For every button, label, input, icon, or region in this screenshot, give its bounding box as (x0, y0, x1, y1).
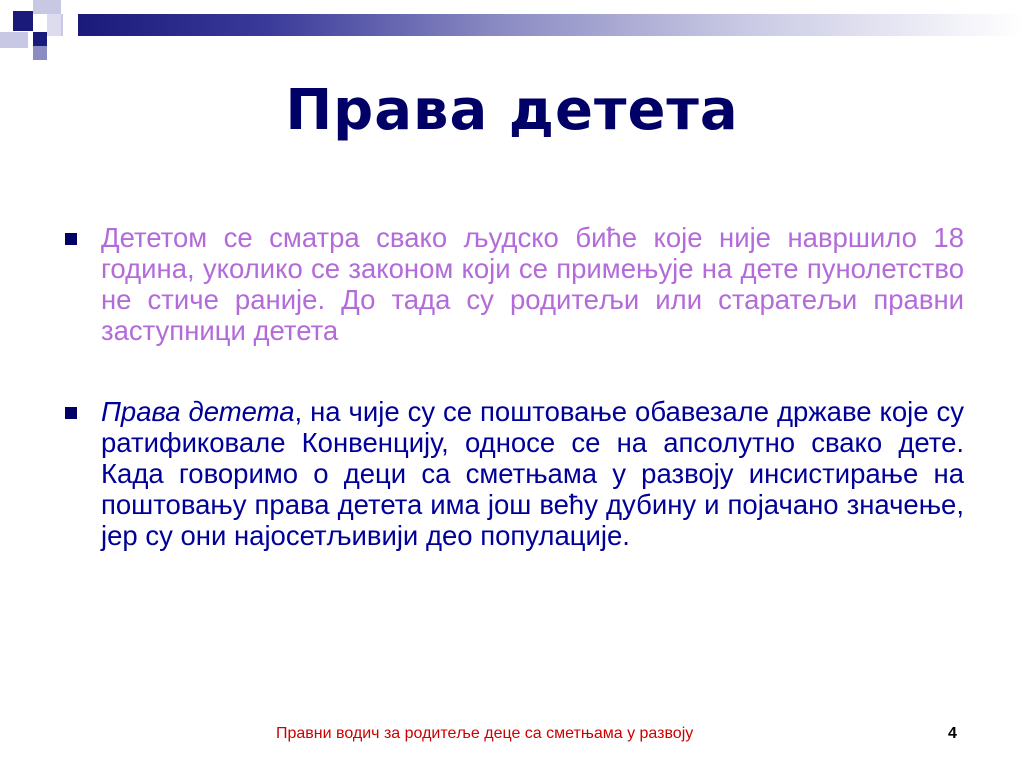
slide-title: Права детета (285, 78, 739, 143)
deco-square (33, 46, 47, 60)
deco-square (47, 14, 61, 36)
deco-square (13, 11, 33, 31)
bullet-text: , на чије су се поштовање обавезале државе које су ратификовале Конвенцију, односе се на апсолутно свако дете. Када говоримо о деци са сметњама у развоју инсистирање на поштовању права детета има још већу дубину и појачано значење, јер су они најосетљивији део популације. (101, 396, 965, 551)
deco-square (33, 32, 47, 46)
bullet-list (60, 222, 964, 551)
bullet-item (60, 222, 964, 346)
square-bullet-icon (65, 407, 77, 419)
header-gradient-bar (78, 14, 1024, 36)
deco-square (61, 0, 78, 14)
bullet-item (60, 396, 964, 551)
page-number: 4 (948, 725, 957, 742)
deco-square (33, 0, 61, 14)
square-bullet-icon (65, 233, 77, 245)
deco-square (0, 32, 28, 48)
bullet-text: Дететом се сматра свако људско биће које није навршило 18 година, уколико се законом који се примењује на дете пунолетство не стиче раније. До тада су родитељи или старатељи правни заступници детета (101, 222, 964, 346)
slide-footer: Правни водич за родитеље деце са сметњама у развоју (276, 725, 694, 742)
bullet-italic-lead: Права детета (101, 396, 295, 427)
